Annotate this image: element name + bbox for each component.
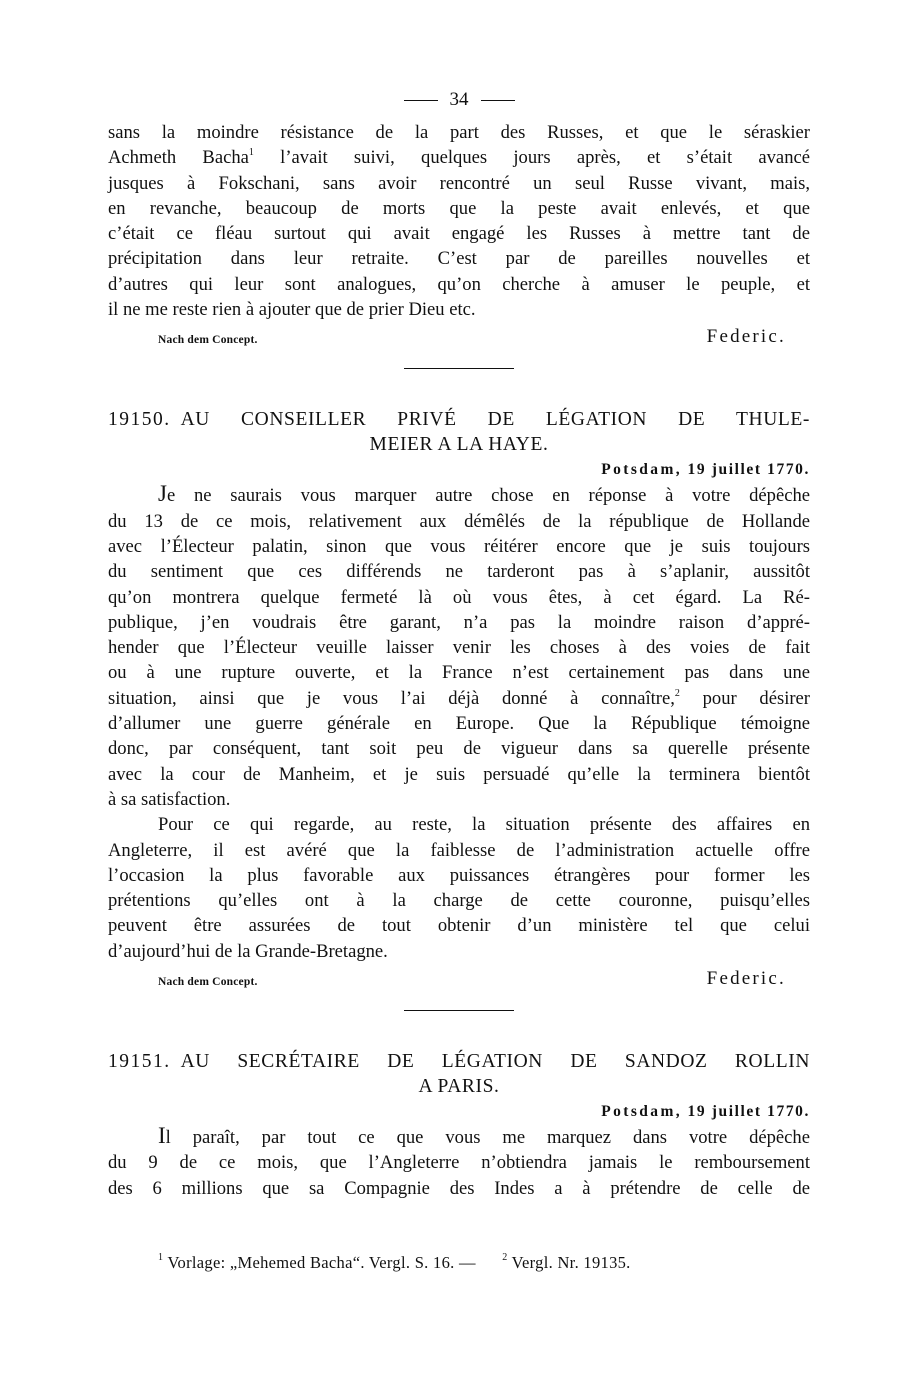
heading-line — [108, 407, 810, 432]
place: Potsdam, — [601, 1103, 683, 1121]
footnotes — [158, 1253, 758, 1273]
closing-row — [108, 966, 810, 992]
text-line: hender que l’Électeur veuille laisser venir les choses à des voies de fait — [108, 637, 810, 659]
text-line: jusques à Fokschani, sans avoir rencontré un seul Russe vivant, mais, — [108, 172, 810, 194]
heading-line: A PARIS. — [418, 1076, 500, 1098]
footnote-text: Vorlage: „Mehemed Bacha“. Vergl. S. 16. — — [167, 1253, 476, 1272]
footnote-text: Vergl. Nr. 19135. — [511, 1253, 631, 1272]
text-line: c’était ce fléau surtout qui avait engagé les Russes à mettre tant de — [108, 223, 810, 245]
text-line: avec l’Électeur palatin, sinon que vous réitérer encore que je suis toujours — [108, 535, 810, 557]
text-line: avec la cour de Manheim, et je suis persuadé qu’elle la terminera bientôt — [108, 763, 810, 785]
letter-heading — [108, 1049, 810, 1099]
heading-text: AU SECRÉTAIRE DE LÉGATION DE SANDOZ ROLLIN — [180, 1051, 810, 1073]
letter-number: 19151. — [108, 1051, 171, 1073]
document-page — [108, 86, 810, 1201]
initial-letter: J — [158, 481, 167, 507]
closing-row — [108, 324, 810, 350]
heading-line — [108, 1049, 810, 1074]
text-line: qu’on montrera quelque fermeté là où vous êtes, à cet égard. La Ré- — [108, 586, 810, 608]
text-line: ou à une rupture ouverte, et la France n’est certainement pas dans une — [108, 662, 810, 684]
text-line: il ne me reste rien à ajouter que de prier Dieu etc. — [108, 299, 476, 321]
section-divider — [404, 368, 514, 369]
letter-heading — [108, 407, 810, 457]
text-fragment: l paraît, par tout ce que vous me marquez dans votre dépêche — [165, 1127, 810, 1149]
date: 19 juillet 1770. — [687, 1103, 810, 1121]
place: Potsdam, — [601, 461, 683, 479]
dateline — [108, 459, 810, 481]
letter-number: 19150. — [108, 409, 171, 431]
continuation-paragraph — [108, 120, 810, 322]
page-header — [108, 86, 810, 114]
source-note: Nach dem Concept. — [158, 976, 258, 989]
text-line: précipitation dans leur retraite. C’est par de pareilles nouvelles et — [108, 248, 810, 270]
footnote-marker: 2 — [502, 1252, 508, 1263]
footnote-marker: 2 — [674, 687, 680, 699]
text-fragment: Achmeth Bacha — [108, 147, 249, 169]
letter-paragraph — [108, 481, 810, 812]
text-line — [108, 481, 810, 508]
text-line: d’allumer une guerre générale en Europe. Que la République témoigne — [108, 713, 810, 735]
text-line: publique, j’en voudrais être garant, n’a pas la moindre raison d’appré- — [108, 611, 810, 633]
signature: Federic. — [706, 968, 786, 990]
text-line: l’occasion la plus favorable aux puissances étrangères pour former les — [108, 864, 810, 886]
text-line: des 6 millions que sa Compagnie des Indes a à prétendre de celle de — [108, 1177, 810, 1199]
letter-paragraph — [108, 1123, 810, 1201]
text-fragment: pour désirer — [702, 687, 810, 709]
source-note: Nach dem Concept. — [158, 334, 258, 347]
text-line — [108, 145, 810, 170]
page-number: 34 — [449, 89, 469, 110]
header-dash-left — [404, 100, 438, 101]
text-line: d’autres qui leur sont analogues, qu’on cherche à amuser le peuple, et — [108, 273, 810, 295]
section-divider — [404, 1010, 514, 1011]
text-fragment: situation, ainsi que je vous l’ai déjà donné à connaître, — [108, 687, 675, 709]
text-line: du sentiment que ces différends ne tarderont pas à s’aplanir, aussitôt — [108, 561, 810, 583]
text-line: à sa satisfaction. — [108, 788, 231, 810]
text-line: sans la moindre résistance de la part des Russes, et que le séraskier — [108, 122, 810, 143]
heading-text: AU CONSEILLER PRIVÉ DE LÉGATION DE THULE- — [180, 409, 810, 431]
text-line: Pour ce qui regarde, au reste, la situation présente des affaires en — [158, 814, 810, 836]
text-line: Angleterre, il est avéré que la faiblesse de l’administration actuelle offre — [108, 839, 810, 861]
date: 19 juillet 1770. — [687, 461, 810, 479]
text-line: d’aujourd’hui de la Grande-Bretagne. — [108, 940, 388, 962]
text-line — [108, 686, 810, 711]
text-line: peuvent être assurées de tout obtenir d’un ministère tel que celui — [108, 915, 810, 937]
text-line: du 9 de ce mois, que l’Angleterre n’obtiendra jamais le remboursement — [108, 1152, 810, 1174]
text-line — [108, 1123, 810, 1150]
footnote-marker: 1 — [248, 147, 254, 159]
text-line: du 13 de ce mois, relativement aux démêlés de la république de Hollande — [108, 510, 810, 532]
text-fragment: l’avait suivi, quelques jours après, et s’était avancé — [280, 147, 810, 169]
text-line: en revanche, beaucoup de morts que la peste avait enlevés, et que — [108, 197, 810, 219]
text-line: donc, par conséquent, tant soit peu de vigueur dans sa querelle présente — [108, 738, 810, 760]
footnote-marker: 1 — [158, 1252, 164, 1263]
text-fragment: e ne saurais vous marquer autre chose en réponse à votre dépêche — [166, 485, 810, 507]
letter-paragraph — [108, 812, 810, 964]
signature: Federic. — [706, 326, 786, 348]
initial-letter: I — [158, 1123, 166, 1149]
dateline — [108, 1101, 810, 1123]
header-dash-right — [481, 100, 515, 101]
text-line: prétentions qu’elles ont à la charge de cette couronne, puisqu’elles — [108, 890, 810, 912]
heading-line: MEIER A LA HAYE. — [369, 434, 549, 456]
